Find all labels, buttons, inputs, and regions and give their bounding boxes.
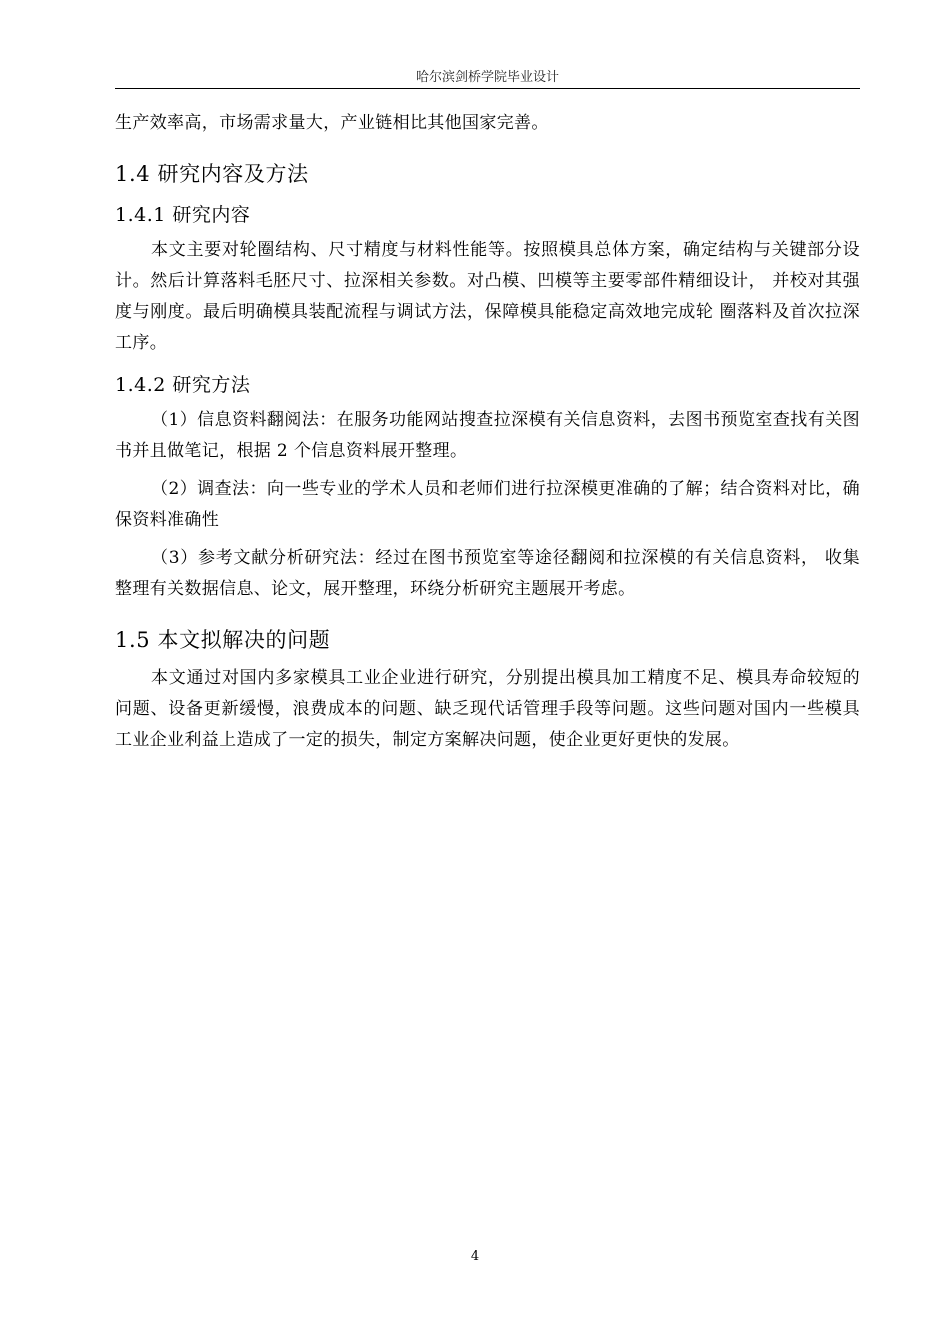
method-item: （3）参考文献分析研究法：经过在图书预览室等途径翻阅和拉深模的有关信息资料， 收集整理有关数据信息、论文，展开整理，环绕分析研究主题展开考虑。 xyxy=(115,548,860,599)
problems-paragraph: 本文通过对国内多家模具工业企业进行研究，分别提出模具加工精度不足、模具寿命较短的问题、设备更新缓慢，浪费成本的问题、缺乏现代话管理手段等问题。这些问题对国内一些模具工业企业利益上造成了一定的损失，制定方案解决问题，使企业更好更快的发展。 xyxy=(115,668,860,750)
subsection-heading-1-4-2: 1.4.2 研究方法 xyxy=(115,374,251,396)
method-item: （2）调查法：向一些专业的学术人员和老师们进行拉深模更准确的了解；结合资料对比，确保资料准确性 xyxy=(115,479,860,530)
page-header: 哈尔滨剑桥学院毕业设计 xyxy=(415,70,559,85)
intro-paragraph: 生产效率高，市场需求量大，产业链相比其他国家完善。 xyxy=(115,113,549,133)
subsection-heading-1-4-1: 1.4.1 研究内容 xyxy=(115,204,251,226)
header-divider xyxy=(115,88,860,89)
method-item: （1）信息资料翻阅法：在服务功能网站搜查拉深模有关信息资料，去图书预览室查找有关图书并且做笔记，根据 2 个信息资料展开整理。 xyxy=(115,410,860,461)
page-number: 4 xyxy=(470,1249,480,1264)
research-content-paragraph: 本文主要对轮圈结构、尺寸精度与材料性能等。按照模具总体方案，确定结构与关键部分设计。然后计算落料毛胚尺寸、拉深相关参数。对凸模、凹模等主要零部件精细设计， 并校对其强度与刚度。最后明确模具装配流程与调试方法，保障模具能稳定高效地完成轮 圈落料及首次拉深工序。 xyxy=(115,240,860,353)
section-heading-1-5: 1.5 本文拟解决的问题 xyxy=(115,628,331,652)
document-body xyxy=(115,108,860,756)
section-heading-1-4: 1.4 研究内容及方法 xyxy=(115,162,309,186)
